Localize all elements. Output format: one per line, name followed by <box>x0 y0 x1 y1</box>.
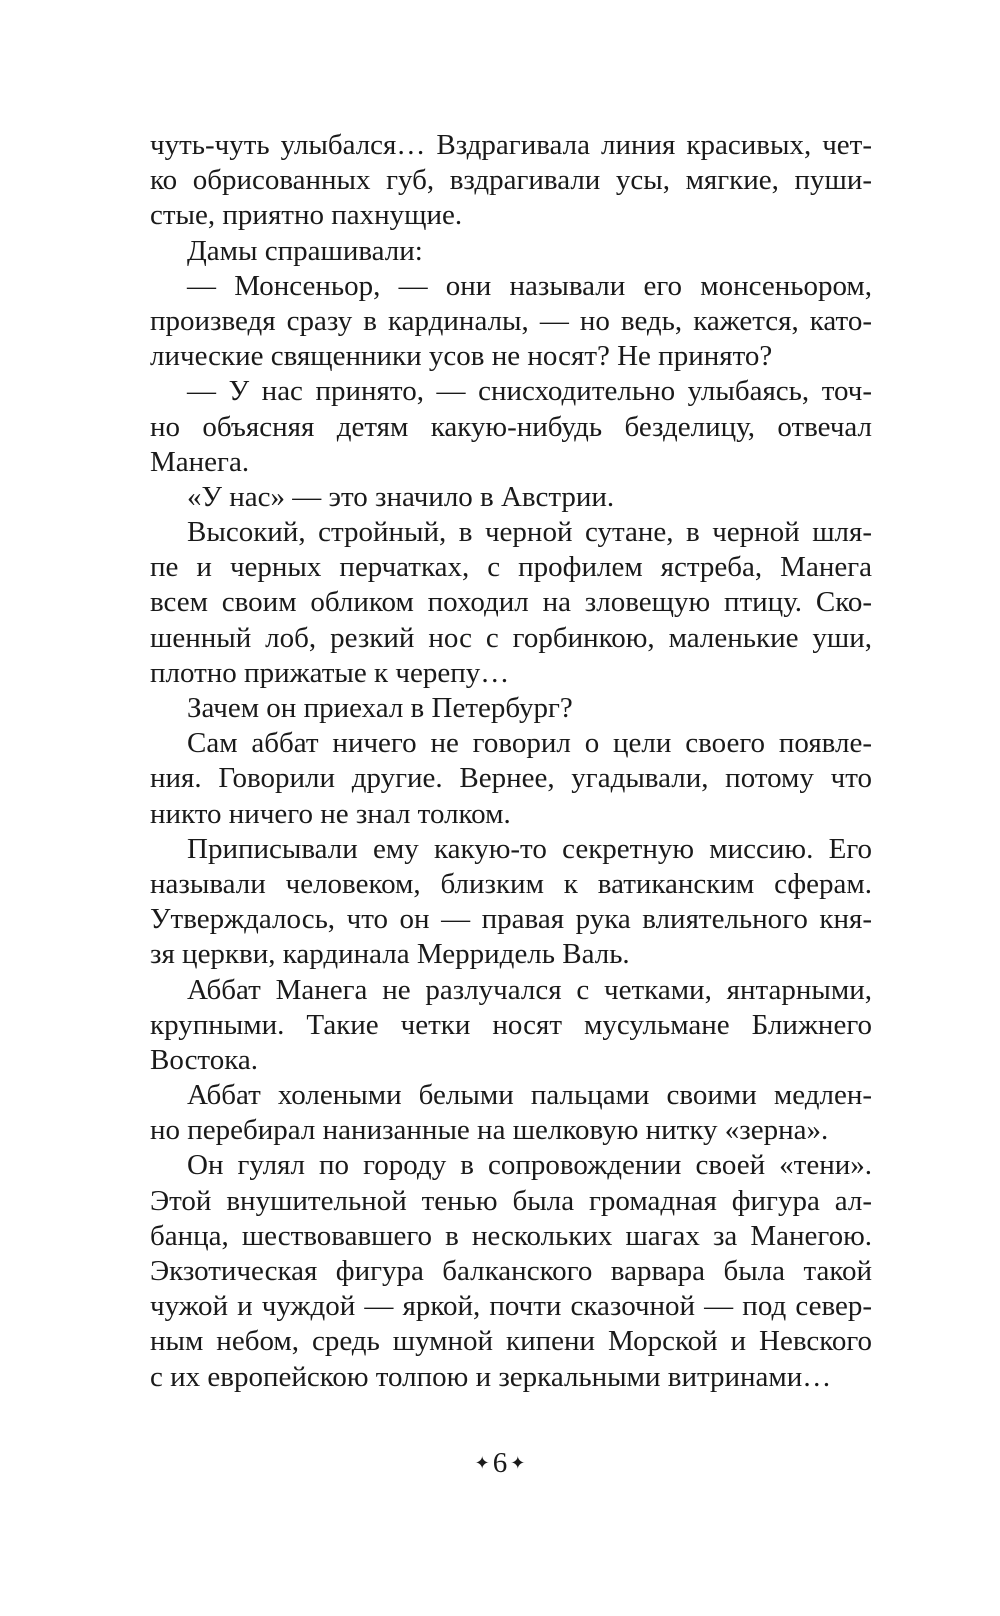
text-line: стые, приятно пахнущие. <box>150 199 463 232</box>
ornament-left-icon: ✦ <box>474 1453 490 1473</box>
text-line: ным небом, средь шумной кипени Морской и Невского <box>150 1325 872 1358</box>
text-line: Манега. <box>150 445 250 478</box>
text-line: произведя сразу в кардиналы, — но ведь, кажется, като- <box>150 304 872 337</box>
text-line: Экзотическая фигура балканского варвара была такой <box>150 1255 872 1287</box>
text-line: плотно прижатые к черепу… <box>150 656 510 689</box>
text-line: никто ничего не знал толком. <box>150 797 511 830</box>
ornament-right-icon: ✦ <box>510 1453 526 1473</box>
text-line: Сам аббат ничего не говорил о цели своего появле- <box>187 727 872 760</box>
text-line: всем своим обликом походил на зловещую птицу. Ско- <box>150 586 872 619</box>
text-line: чужой и чуждой — яркой, почти сказочной — под север- <box>150 1290 872 1323</box>
text-line: Дамы спрашивали: <box>187 234 423 267</box>
text-block <box>150 128 872 1395</box>
text-line: лические священники усов не носят? Не принято? <box>150 340 773 373</box>
text-line: Зачем он приехал в Петербург? <box>187 692 573 724</box>
text-line: Востока. <box>150 1043 258 1076</box>
text-line: Аббат Манега не разлучался с четками, янтарными, <box>187 973 872 1006</box>
page-number <box>0 1446 1000 1480</box>
text-line: чуть-чуть улыбался… Вздрагивала линия красивых, чет- <box>150 129 872 161</box>
text-line: Приписывали ему какую-то секретную миссию. Его <box>187 832 872 865</box>
text-line: ния. Говорили другие. Вернее, угадывали, потому что <box>150 762 872 795</box>
text-line: Высокий, стройный, в черной сутане, в черной шля- <box>187 516 872 549</box>
text-line: Аббат холеными белыми пальцами своими медлен- <box>187 1079 872 1112</box>
page-number-value: 6 <box>492 1447 508 1479</box>
text-line: шенный лоб, резкий нос с горбинкою, маленькие уши, <box>150 621 872 654</box>
text-line: банца, шествовавшего в нескольких шагах за Манегою. <box>150 1219 872 1252</box>
text-line: называли человеком, близким к ватиканским сферам. <box>150 867 872 900</box>
text-line: «У нас» — это значило в Австрии. <box>187 480 615 513</box>
text-line: пе и черных перчатках, с профилем ястреба, Манега <box>150 551 872 584</box>
text-line: — У нас принято, — снисходительно улыбаясь, точ- <box>187 375 872 408</box>
text-line: но перебирал нанизанные на шелковую нитку «зерна». <box>150 1114 829 1147</box>
text-line: но объясняя детям какую-нибудь безделицу, отвечал <box>150 410 872 443</box>
text-line: крупными. Такие четки носят мусульмане Ближнего <box>150 1008 872 1041</box>
text-line: Он гулял по городу в сопровождении своей «тени». <box>187 1149 872 1182</box>
text-line: — Монсеньор, — они называли его монсеньором, <box>187 269 872 302</box>
text-line: ко обрисованных губ, вздрагивали усы, мягкие, пуши- <box>150 164 872 197</box>
text-line: Утверждалось, что он — правая рука влиятельного кня- <box>150 903 872 936</box>
text-line: зя церкви, кардинала Мерридель Валь. <box>150 938 630 971</box>
text-line: с их европейскою толпою и зеркальными витринами… <box>150 1360 832 1393</box>
page-body <box>150 128 872 1395</box>
text-line: Этой внушительной тенью была громадная фигура ал- <box>150 1184 872 1217</box>
